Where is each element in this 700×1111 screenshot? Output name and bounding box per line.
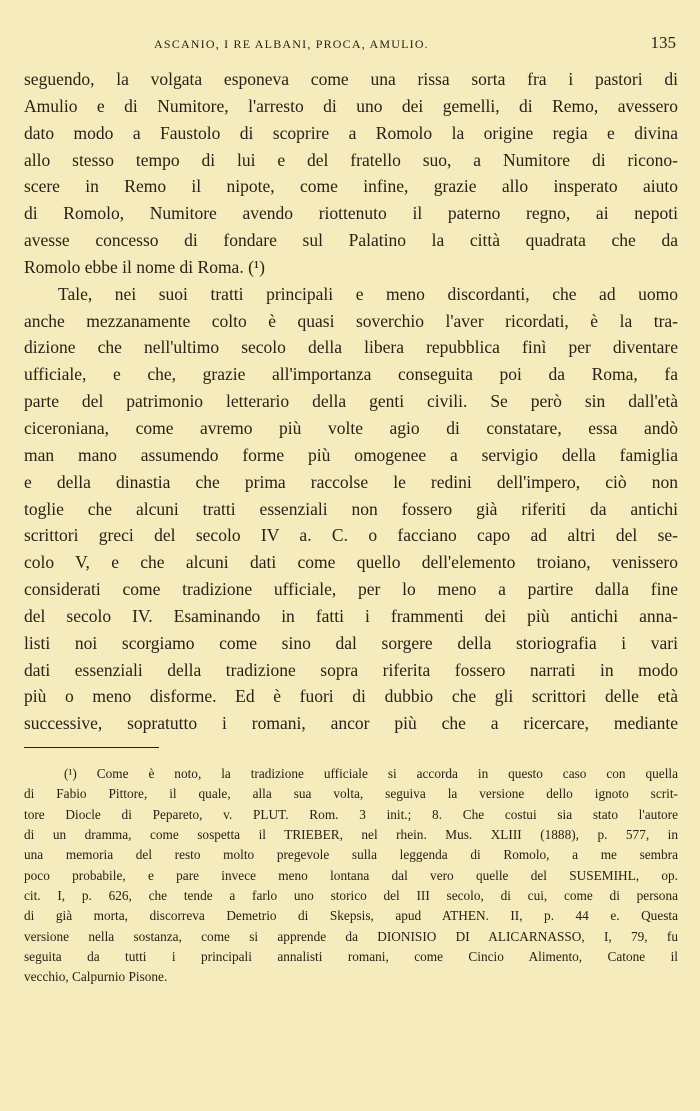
body-line: considerati come tradizione ufficiale, per lo meno a partire dalla fine	[24, 579, 678, 600]
body-line: dizione che nell'ultimo secolo della libera repubblica finì per diventare	[24, 337, 678, 358]
footnote-divider	[24, 747, 159, 748]
footnote-line: (¹) Come è noto, la tradizione ufficiale si accorda in questo caso con quella	[64, 766, 678, 781]
body-line: man mano assumendo forme più omogenee a servigio della famiglia	[24, 444, 678, 465]
footnote-line: tore Diocle di Pepareto, v. PLUT. Rom. 3 init.; 8. Che costui sia stato l'autore	[24, 806, 678, 822]
page-number: 135	[650, 33, 676, 52]
footnote-line: versione nella sostanza, come si apprende da DIONISIO DI ALICARNASSO, I, 79, fu	[24, 928, 678, 944]
body-line: allo stesso tempo di lui e del fratello suo, a Numitore di ricono-	[24, 149, 678, 170]
body-line: e della dinastia che prima raccolse le redini dell'impero, ciò non	[24, 471, 678, 492]
body-line: parte del patrimonio letterario della genti civili. Se però sin dall'età	[24, 391, 678, 412]
body-line: anche mezzanamente colto è quasi soverchio l'aver ricordati, è la tra-	[24, 310, 678, 331]
body-line: di Romolo, Numitore avendo riottenuto il paterno regno, ai nepoti	[24, 203, 678, 224]
body-line: listi noi scorgiamo come sino dal sorgere della storiografia i vari	[24, 632, 678, 653]
body-line: toglie che alcuni tratti essenziali non fossero già riferiti da antichi	[24, 498, 678, 519]
footnote-line: vecchio, Calpurnio Pisone.	[24, 969, 168, 985]
body-line: seguendo, la volgata esponeva come una rissa sorta fra i pastori di	[24, 69, 678, 89]
body-line: più o meno disforme. Ed è fuori di dubbio che gli scrittori delle età	[24, 686, 678, 707]
body-text	[24, 66, 678, 737]
body-line: successive, sopratutto i romani, ancor più che a ricercare, mediante	[24, 713, 678, 734]
footnotes	[24, 764, 678, 988]
body-line: ufficiale, e che, grazie all'importanza conseguita poi da Roma, fa	[24, 364, 678, 385]
body-line: avesse concesso di fondare sul Palatino la città quadrata che da	[24, 230, 678, 251]
body-line: colo V, e che alcuni dati come quello dell'elemento troiano, venissero	[24, 552, 678, 573]
body-line: Romolo ebbe il nome di Roma. (¹)	[24, 256, 265, 277]
body-line: scere in Remo il nipote, come infine, grazie allo insperato aiuto	[24, 176, 678, 197]
body-line: dato modo a Faustolo di scoprire a Romolo la origine regia e divina	[24, 122, 678, 143]
footnote-line: di un dramma, come sospetta il TRIEBER, nel rhein. Mus. XLIII (1888), p. 577, in	[24, 827, 678, 843]
footnote-line: poco probabile, e pare invece meno lontana dal vero quelle del SUSEMIHL, op.	[24, 867, 678, 883]
body-line: Tale, nei suoi tratti principali e meno discordanti, che ad uomo	[58, 283, 678, 304]
footnote-line: di già morta, discorreva Demetrio di Skepsis, apud ATHEN. II, p. 44 e. Questa	[24, 908, 678, 924]
footnote-line: seguita da tutti i principali annalisti romani, come Cincio Alimento, Catone il	[24, 949, 678, 965]
page-header	[24, 34, 678, 56]
running-title: ASCANIO, I RE ALBANI, PROCA, AMULIO.	[154, 37, 429, 51]
footnote-line: cit. I, p. 626, che tende a farlo uno storico del III secolo, di cui, come di persona	[24, 888, 678, 904]
body-line: scrittori greci del secolo IV a. C. o facciano capo ad altri del se-	[24, 525, 678, 546]
body-line: ciceroniana, come avremo più volte agio di constatare, essa andò	[24, 417, 678, 438]
body-line: dati essenziali della tradizione sopra riferita fossero narrati in modo	[24, 659, 678, 680]
body-line: del secolo IV. Esaminando in fatti i frammenti dei più antichi anna-	[24, 605, 678, 626]
body-line: Amulio e di Numitore, l'arresto di uno dei gemelli, di Remo, avessero	[24, 95, 678, 116]
footnote-line: una memoria del resto molto pregevole sulla leggenda di Romolo, a me sembra	[24, 847, 678, 863]
footnote-line: di Fabio Pittore, il quale, alla sua volta, seguiva la versione dello ignoto scrit-	[24, 786, 678, 802]
